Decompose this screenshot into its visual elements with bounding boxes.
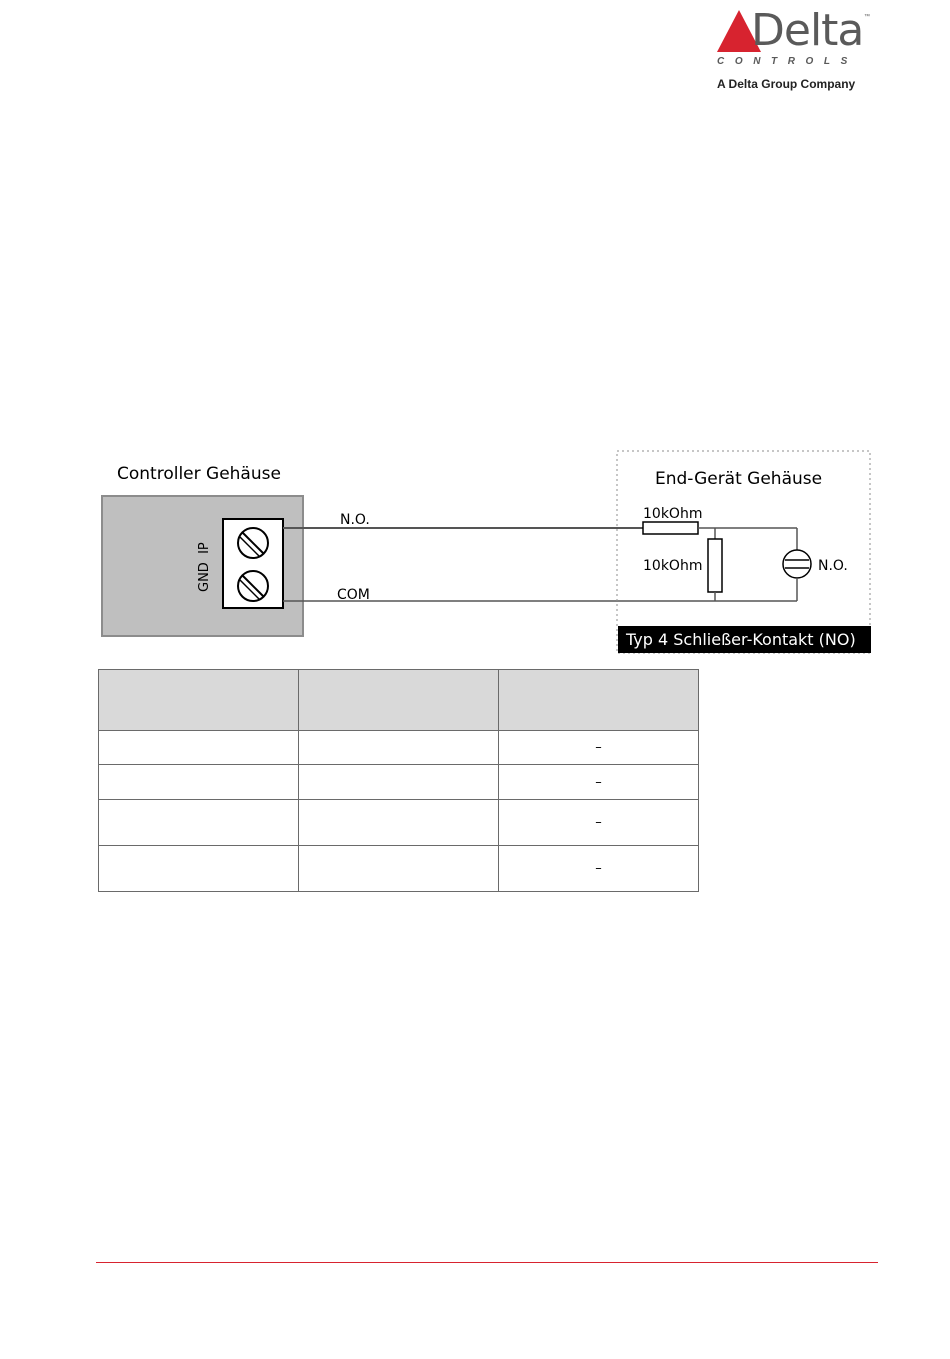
device-title: End-Gerät Gehäuse	[655, 469, 823, 489]
resistor-parallel-label: 10kOhm	[643, 558, 703, 574]
diagram-caption: Typ 4 Schließer-Kontakt (NO)	[626, 630, 856, 649]
terminal-labels: GND IP	[197, 542, 212, 592]
resistor-series-label: 10kOhm	[643, 506, 703, 522]
wire-com-label: COM	[337, 587, 370, 603]
screw-terminal-ip-icon	[238, 528, 268, 558]
table-cell: –	[498, 765, 698, 800]
table-cell: –	[498, 800, 698, 846]
wiring-diagram	[0, 440, 950, 670]
resistor-series-icon	[643, 522, 698, 534]
logo-wordmark: Delta	[751, 5, 864, 56]
table-header-cell	[298, 670, 498, 731]
screw-terminal-gnd-icon	[238, 571, 268, 601]
table-row	[99, 846, 699, 892]
table-cell	[298, 765, 498, 800]
logo-subtitle: CONTROLS	[717, 56, 858, 67]
table-cell	[99, 846, 299, 892]
wiring-diagram-svg	[0, 440, 950, 670]
logo-trademark: ™	[864, 14, 870, 20]
delta-controls-logo	[714, 5, 874, 98]
table-header-cell	[99, 670, 299, 731]
wire-no-label: N.O.	[340, 512, 370, 528]
spec-table	[98, 669, 699, 892]
table-cell: –	[498, 731, 698, 765]
table-cell	[298, 731, 498, 765]
table-header-cell	[498, 670, 698, 731]
resistor-parallel-icon	[708, 539, 722, 592]
no-contact-icon	[783, 550, 811, 578]
table-header-row	[99, 670, 699, 731]
logo-tagline: A Delta Group Company	[717, 77, 856, 91]
table-cell	[99, 800, 299, 846]
controller-title: Controller Gehäuse	[117, 464, 281, 484]
table-cell: –	[498, 846, 698, 892]
table-cell	[298, 846, 498, 892]
table-cell	[99, 731, 299, 765]
table-row	[99, 765, 699, 800]
footer-divider	[96, 1262, 878, 1263]
table-cell	[99, 765, 299, 800]
table-cell	[298, 800, 498, 846]
table-row	[99, 800, 699, 846]
contact-label: N.O.	[818, 558, 848, 574]
table-row	[99, 731, 699, 765]
